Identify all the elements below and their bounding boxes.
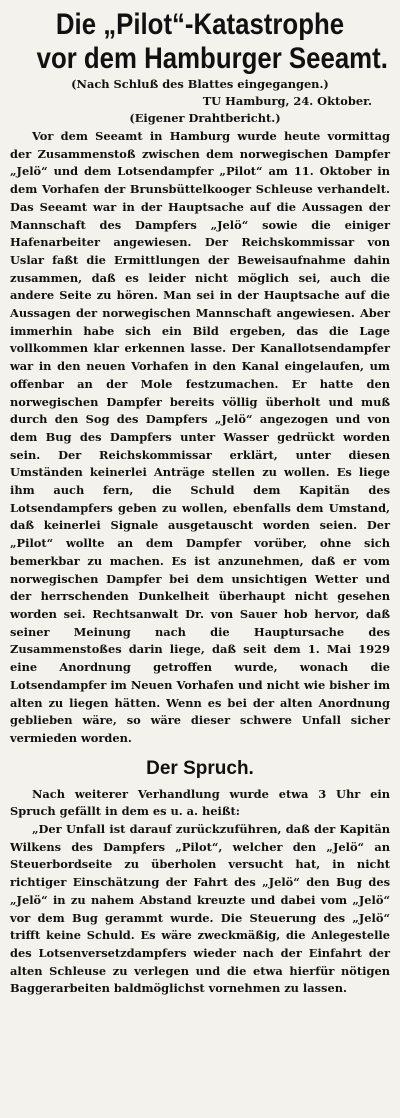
dateline: TU Hamburg, 24. Oktober.	[202, 94, 372, 108]
headline-line-2: vor dem Hamburger Seeamt.	[36, 42, 388, 75]
verdict-quote: „Der Unfall ist darauf zurückzuführen, daß der Kapitän Wilkens des Dampfers „Pilot“, welcher den „Jelö“ an Steuerbordseite zu überholen versucht hat, in nicht richtiger Einschätzung der Fahrt des „Jelö“ den Bug des „Jelö“ in zu nahem Abstand kreuzte und dabei vom „Jelö“ vor dem Bug gerammt wurde. Die Steuerung des „Jelö“ trifft keine Schuld. Es wäre zweckmäßig, die Anlegestelle des Lotsenversetzdampfers wieder nach der Einfahrt der alten Schleuse zu verlegen und die etwa hierfür nötigen Baggerarbeiten baldmöglichst vornehmen zu lassen.	[10, 822, 390, 996]
headline-line-1: Die „Pilot“-Katastrophe	[55, 8, 345, 41]
editorial-note: (Nach Schluß des Blattes eingegangen.)	[71, 77, 329, 91]
article-body: Vor dem Seeamt in Hamburg wurde heute vormittag der Zusammenstoß zwischen dem norwegischen Dampfer „Jelö“ und dem Lotsendampfer „Pilot“ am 11. Oktober in dem Vorhafen der Brunsbüttelkooger Schleuse verhandelt. Das Seeamt war in der Hauptsache auf die Aussagen der Mannschaft des Dampfers „Jelö“ sowie die einiger Hafenarbeiter angewiesen. Der Reichskommissar von Uslar faßt die Ermittlungen der Beweisaufnahme dahin zusammen, daß es leider nicht möglich sei, auch die andere Seite zu hören. Man sei in der Hauptsache auf die Aussagen der norwegischen Mannschaft angewiesen. Aber immerhin habe sich ein Bild ergeben, das die Lage vollkommen klar erkennen lasse. Der Kanallotsendampfer war in den neuen Vorhafen in den Kanal eingelaufen, um offenbar an der Mole festzumachen. Er hatte den norwegischen Dampfer bereits völlig überholt und muß durch den Sog des Dampfers „Jelö“ angezogen und von dem Bug des Dampfers unter Wasser gedrückt worden sein. Der Reichskommissar erklärt, unter diesen Umständen keinerlei Anträge stellen zu wollen. Es liege ihm auch fern, die Schuld dem Kapitän des Lotsendampfers geben zu wollen, ebenfalls dem Umstand, daß keinerlei Signale ausgetauscht worden seien. Der „Pilot“ wollte an dem Dampfer vorüber, ohne sich bemerkbar zu machen. Es ist anzunehmen, daß er vom norwegischen Dampfer bei dem unsichtigen Wetter und der herrschenden Dunkelheit überhaupt nicht gesehen worden sei. Rechtsanwalt Dr. von Sauer hob hervor, daß seiner Meinung nach die Hauptursache des Zusammenstoßes darin liege, daß seit dem 1. Mai 1929 eine Anordnung getroffen wurde, wonach die Lotsendampfer im Neuen Vorhafen und nicht wie bisher im alten zu liegen hätten. Wenn es bei der alten Anordnung geblieben wäre, so wäre dieser schwere Unfall sicher vermieden worden.	[10, 129, 390, 745]
section-heading: Der Spruch.	[146, 757, 254, 779]
source-line: (Eigener Drahtbericht.)	[129, 111, 281, 125]
verdict-intro: Nach weiterer Verhandlung wurde etwa 3 Uhr ein Spruch gefällt in dem es u. a. heißt:	[10, 786, 390, 819]
